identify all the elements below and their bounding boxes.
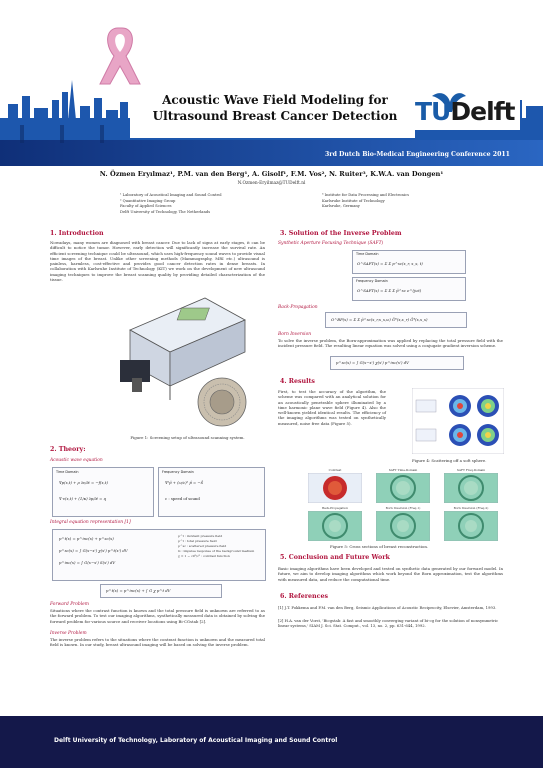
conference-name: 3rd Dutch Bio-Medical Engineering Conference 2011 [325, 151, 510, 158]
affiliation-line: ¹ Laboratory of Acoustical Imaging and Sound Control [120, 193, 222, 197]
helmholtz-formula: ∇²p̂ + (ω/c)² p̂ = −Ŝ [165, 480, 204, 485]
forward-problem-title: Forward Problem [50, 602, 89, 607]
integral-equation-subheading: Integral equation representation [1] [50, 520, 131, 525]
saft-time-formula: O^SAFT(x) = Σ Σ p^sc(x_r, x_s, t) [357, 261, 423, 266]
backpropagation-panel [308, 511, 362, 541]
affiliation-line: Karlsruhe Institute of Technology [322, 198, 385, 203]
legend-item: p^t : total pressure field [178, 539, 217, 543]
wave-equation-subheading: Acoustic wave equation [50, 458, 103, 463]
results-text: First, to test the accuracy of the algorithm, the scheme was compared with an analytical solution for an acoustically penetrable sphere illuminated by a time harmonic plane wave field (Figure 4). Also the well-known yielded identical results. The efficiency of the imaging algorithms was tested on synthetically measured, noise free data (Figure 5). [278, 389, 386, 426]
backpropagation-formula: O^BP(x) = Σ Σ p̂^sc(x_r,x_s,ω) Ĝ*(x,x_r) Ĝ*(x,x_s) [331, 317, 428, 322]
figure-1-caption: Figure 1: Screening setup of ultrasound scanning system. [130, 435, 245, 440]
affiliation-line: ² Quantitative Imaging Group [120, 198, 176, 203]
saft-time-domain-box [352, 250, 466, 274]
screening-setup-figure [110, 290, 255, 430]
panel-title-born-2: Born Inversion (Freq-2) [453, 506, 489, 510]
reconstruction-grid [300, 468, 505, 541]
saft-frequency-domain-box [352, 277, 466, 301]
scattering-sphere-figure [412, 388, 504, 454]
affiliation-line: Karlsruhe, Germany [322, 204, 360, 208]
title-line-2: Ultrasound Breast Cancer Detection [152, 109, 398, 123]
backpropagation-box [325, 312, 467, 328]
born-inversion-subheading: Born Inversion [278, 332, 312, 337]
time-domain-label: Time Domain [56, 470, 79, 474]
forward-problem-text: Situations where the contrast function is known and the total pressure field is unknown are referred to as the forward problem. To test our imaging algorithms, synthetically measured data is obtained by solving the forward problem for various source and receiver locations using Bi-CGstab [2]. [50, 608, 265, 624]
saft-frequency-domain-label: Frequency Domain [356, 279, 388, 283]
contrast-panel [308, 473, 362, 503]
panel-title-born-1: Born Inversion (Freq-1) [385, 506, 421, 510]
title-line-1: Acoustic Wave Field Modeling for [162, 93, 388, 107]
legend-item: p^sc : scattered pressure field [178, 544, 227, 548]
author-list: N. Özmen Eryılmaz¹, P.M. van den Berg¹, A. Gisolf¹, F.M. Vos², N. Ruiter³, K.W.A. van Dongen¹ [99, 170, 444, 178]
legend-item: p^t : incident pressure field [178, 534, 223, 538]
frequency-domain-box [158, 467, 265, 517]
figure-4-caption: Figure 4: Scattering off a soft sphere. [412, 458, 487, 463]
panel-title-backprop: Back-Propagation [321, 506, 349, 510]
integral-formula-3: p^inc(x) = ∫ G(x−x') S(x') dV [59, 560, 116, 565]
reference-item: [1] J.T. Fokkema and P.M. van den Berg, Seismic Applications of Acoustic Reciprocity, Elsevier, Amsterdam, 1993. [278, 605, 497, 610]
affiliation-line: ³ Institute for Data Processing and Electronics [322, 193, 410, 197]
wave-equation-formula-1: ∇p(x,t) + ρ ∂v/∂t = −f(x,t) [59, 480, 108, 485]
saft-frequency-formula: O^SAFT(x) = Σ Σ Σ p̂^sc e^(jωt) [357, 288, 422, 293]
reference-item: [2] H.A. van der Vorst, 'Bicgstab: A fast and smoothly converging variant of bi-cg for the solution of nonsymmetric linear systems,' SIAM J. Sci. Stat. Comput., vol. 13, no. 2, pp. 631-644, 1992. [278, 618, 499, 629]
solution-heading: 3. Solution of the Inverse Problem [280, 230, 402, 237]
integral-formula-2: p^sc(x) = ∫ G(x−x') χ(x') p^t(x') dV [59, 548, 128, 553]
panel-title-saft-time: SAFT Time-Domain [388, 468, 418, 472]
conclusion-heading: 5. Conclusion and Future Work [280, 554, 390, 561]
saft-time-panel [376, 473, 430, 503]
integral-equation-box [52, 529, 266, 581]
results-heading: 4. Results [280, 378, 315, 385]
panel-title-contrast: Contrast [328, 468, 342, 472]
conclusion-text: Basic imaging algorithms have been developed and tested on synthetic data generated by our forward model. In future, we aim to develop imaging algorithms which work beyond the Born approximation, test the algorithms with measured data, and reduce the computational time. [278, 566, 503, 582]
tu-delft-logo [415, 97, 514, 126]
theory-heading: 2. Theory: [50, 446, 86, 453]
affiliations-right [322, 193, 502, 210]
references-heading: 6. References [280, 593, 329, 600]
intro-text: Nowadays, many women are diagnosed with breast cancer. Due to lack of signs at early stages, it can be difficult to notice the tumor. However, early detection will significantly increase the survival rate. An efficient screening technique could be ultrasound, which uses high-frequency sound waves to provide visual time images of the breast. Unlike other screening methods (Mammography, MRI etc.) ultrasound is painless, harmless, cost-effective and provides good cancer detection rates in dense breasts. In collaboration with Karlsruhe Institute of Technology (KIT) we work on the development of new ultrasound imaging techniques to improve the breast scanning quality by providing detailed characterization of the tissue. [50, 240, 265, 283]
legend-item: χ = 1 − c0²/c² : contrast function [178, 554, 230, 558]
logo-delft-text: Delft [450, 97, 515, 126]
symbol-legend [178, 534, 254, 559]
data-equation-box [100, 584, 222, 598]
affiliation-line: Faculty of Applied Sciences [120, 204, 172, 208]
data-equation-formula: p^t(x) = p^inc(x) + ∫ G χ p^t dV [106, 588, 171, 593]
panel-title-saft-freq: SAFT Freq-Domain [456, 468, 486, 472]
saft-frequency-panel [444, 473, 498, 503]
born-inversion-formula: p^sc(x) = ∫ G(x−x') χ(x') p^inc(x') dV [336, 360, 409, 365]
affiliations-left [120, 193, 300, 215]
contact-email: N.Ozmen-Eryilmaz@TUDelft.nl [237, 181, 306, 186]
logo-tu-text: TU [415, 97, 451, 126]
figure-5-caption: Figure 5: Cross sections of breast reconstruction. [330, 544, 429, 549]
saft-subheading: Synthetic Aperture Focusing Technique (SAFT) [278, 241, 384, 246]
time-domain-box [52, 467, 154, 517]
born-inversion-2-panel [444, 511, 498, 541]
frequency-domain-label: Frequency Domain [162, 470, 194, 474]
poster-title [140, 92, 410, 124]
inverse-problem-text: The inverse problem refers to the situations where the contrast function is unknown and the measured total field is known. In our study, breast ultrasound imaging will be based on solving the inverse problem. [50, 637, 265, 648]
legend-item: G : impulse response of the background medium [178, 549, 255, 553]
footer-text: Delft University of Technology, Laboratory of Acoustical Imaging and Sound Control [54, 737, 338, 744]
intro-heading: 1. Introduction [50, 230, 104, 237]
born-inversion-formula-box [330, 356, 464, 370]
wave-equation-formula-2: ∇·v(x,t) + (1/κ) ∂p/∂t = q [59, 496, 106, 501]
born-inversion-text: To solve the inverse problem, the Born-approximation was applied by replacing the total pressure field with the incident pressure field. The resulting linear equation was solved using a conjugate gradient inversion scheme. [278, 338, 503, 349]
backpropagation-subheading: Back-Propagation [278, 305, 318, 310]
saft-time-domain-label: Time Domain [356, 252, 379, 256]
inverse-problem-title: Inverse Problem [50, 631, 87, 636]
affiliation-line: Delft University of Technology, The Netherlands [120, 209, 211, 214]
born-inversion-1-panel [376, 511, 430, 541]
speed-of-sound-label: c : speed of sound [165, 496, 200, 501]
integral-formula-1: p^t(x) = p^inc(x) + p^sc(x) [59, 536, 114, 541]
